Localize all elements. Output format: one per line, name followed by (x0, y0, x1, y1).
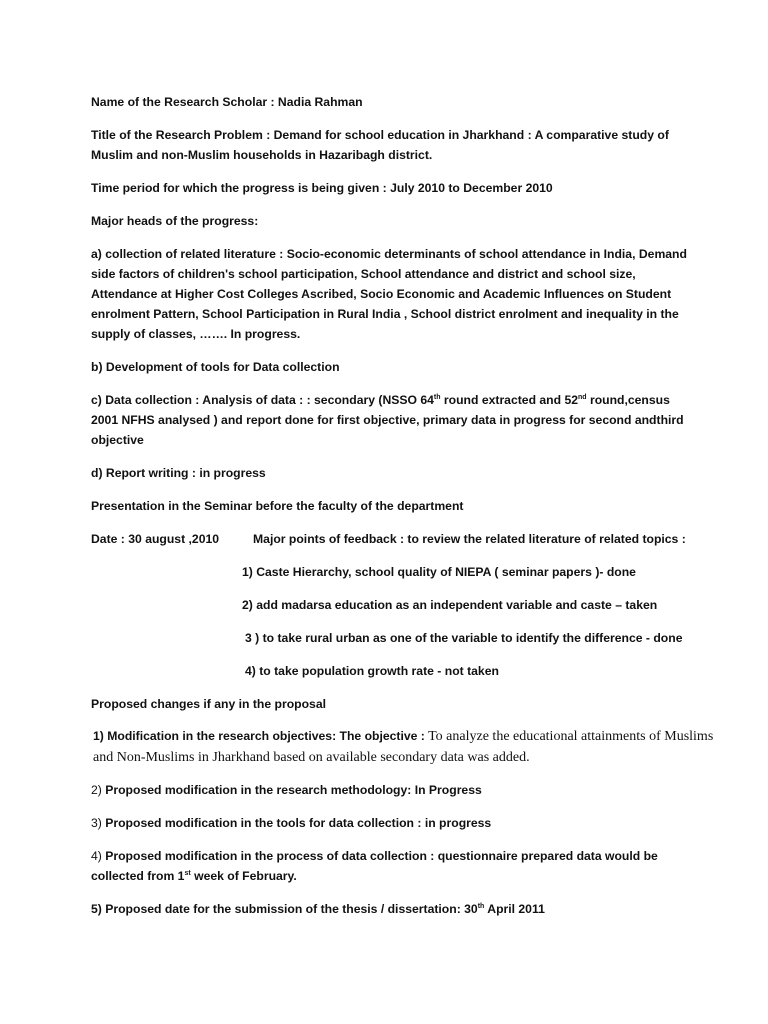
change-4-sup: st (184, 869, 191, 877)
seminar-heading: Presentation in the Seminar before the faculty of the department (91, 499, 464, 513)
change-5-submission (91, 899, 691, 919)
change-5-num: 5) (91, 902, 102, 916)
item-b-tools: b) Development of tools for Data collection (91, 360, 340, 374)
time-period: Time period for which the progress is being given : July 2010 to December 2010 (91, 181, 553, 195)
change-4-pre: questionnaire prepared data would be collected from 1 (91, 849, 658, 883)
change-1-objectives (93, 726, 718, 768)
seminar-date: Date : 30 august ,2010 (91, 532, 220, 546)
change-2-value: In Progress (411, 783, 482, 797)
change-3-label: Proposed modification in the tools for data collection : (105, 816, 422, 830)
item-c-mid: round extracted and 52 (440, 393, 579, 407)
change-4-process (91, 846, 691, 886)
change-4-label: Proposed modification in the process of data collection : (105, 849, 435, 863)
feedback-item-4: 4) to take population growth rate - not taken (245, 664, 499, 678)
proposed-changes-heading: Proposed changes if any in the proposal (91, 697, 326, 711)
change-3-value: in progress (421, 816, 492, 830)
change-2-label: Proposed modification in the research methodology: (105, 783, 412, 797)
feedback-item-3: 3 ) to take rural urban as one of the variable to identify the difference - done (245, 631, 683, 645)
change-4-post: week of February. (190, 869, 297, 883)
change-1-text: To analyze the educational attainments of Muslims and Non-Muslims in Jharkhand based on available secondary data was added. (93, 729, 714, 765)
item-c-data-collection (91, 390, 691, 450)
major-heads-heading: Major heads of the progress: (91, 214, 259, 228)
feedback-item-1: 1) Caste Hierarchy, school quality of NIEPA ( seminar papers )- done (242, 565, 636, 579)
change-4-num: 4) (91, 849, 102, 863)
change-5-post: April 2011 (484, 902, 545, 916)
research-title: Title of the Research Problem : Demand for school education in Jharkhand : A comparative study of Muslim and non-Muslim households in Hazaribagh district. (91, 128, 669, 162)
change-5-pre: 30 (460, 902, 478, 916)
change-5-label: Proposed date for the submission of the thesis / dissertation: (105, 902, 461, 916)
item-c-sup1: th (433, 393, 441, 401)
scholar-name: Name of the Research Scholar : Nadia Rahman (91, 95, 363, 109)
change-1-label: 1) Modification in the research objectives: The objective : (93, 729, 425, 743)
feedback-item-2: 2) add madarsa education as an independent variable and caste – taken (242, 598, 658, 612)
change-2-num: 2) (91, 783, 102, 797)
change-3-tools (91, 813, 691, 833)
item-c-pre: c) Data collection : Analysis of data : : secondary (NSSO 64 (91, 393, 434, 407)
item-c-post: round,census 2001 NFHS analysed ) and report done for first objective, primary data in progress for second andthird objective (91, 393, 684, 447)
change-3-num: 3) (91, 816, 102, 830)
item-c-sup2: nd (578, 393, 587, 401)
change-5-sup: th (477, 902, 485, 910)
feedback-line (91, 529, 711, 549)
feedback-label: Major points of feedback : to review the related literature of related topics : (253, 532, 686, 546)
change-2-methodology (91, 780, 691, 800)
item-d-report: d) Report writing : in progress (91, 466, 266, 480)
item-a-literature: a) collection of related literature : Socio-economic determinants of school attendance in India, Demand side factors of children's school participation, School attendance and district and school size, Attendance at Higher Cost Colleges Ascribed, Socio Economic and Academic Influences on Student enrolment Pattern, School Participation in Rural India , School district enrolment and inequality in the supply of classes, ……. In progress. (91, 247, 687, 341)
